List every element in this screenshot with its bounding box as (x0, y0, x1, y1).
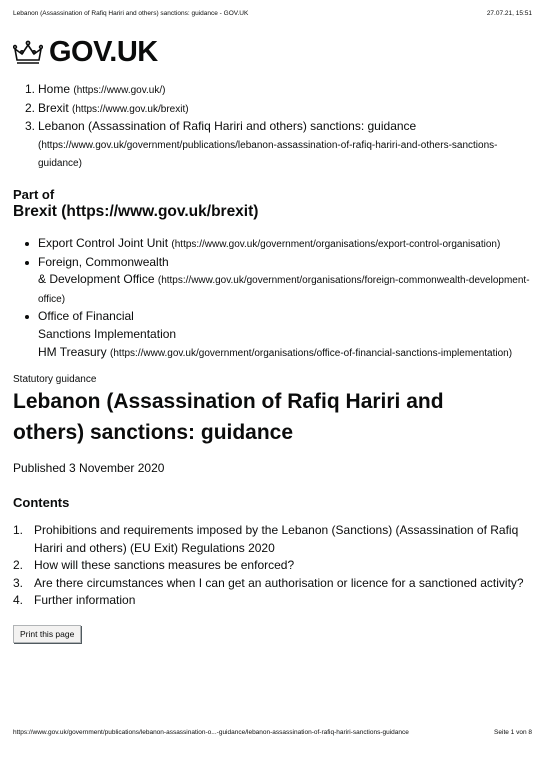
organisation-list (25, 235, 535, 362)
breadcrumb-brexit[interactable] (25, 100, 530, 119)
print-header-datetime: 27.07.21, 15:51 (486, 10, 532, 17)
contents-item-text[interactable]: Are there circumstances when I can get an authorisation or licence for a sanctioned activity? (34, 575, 524, 590)
organisation-url: (https://www.gov.uk/government/organisations/foreign-commonwealth-development-office) (38, 275, 530, 305)
organisation-name[interactable]: Sanctions Implementation (38, 326, 177, 341)
breadcrumb-home[interactable] (25, 81, 530, 100)
print-header-title: Lebanon (Assassination of Rafiq Hariri and others) sanctions: guidance - GOV.UK (13, 10, 249, 17)
contents-item[interactable] (13, 522, 528, 557)
print-footer (13, 729, 532, 736)
organisation-name[interactable]: HM Treasury (38, 344, 107, 359)
breadcrumb-url: (https://www.gov.uk/) (73, 85, 166, 96)
contents-list (13, 522, 528, 610)
print-header (13, 10, 532, 17)
govuk-logo[interactable] (13, 36, 158, 69)
organisation-name[interactable]: & Development Office (38, 272, 155, 287)
organisation-item[interactable] (25, 235, 535, 254)
breadcrumb-current[interactable] (25, 118, 530, 173)
contents-item-text[interactable]: Further information (34, 593, 136, 608)
breadcrumb-url: (https://www.gov.uk/brexit) (72, 103, 189, 115)
print-footer-page: Seite 1 von 8 (494, 729, 532, 736)
breadcrumb-label[interactable]: Lebanon (Assassination of Rafiq Hariri and others) sanctions: guidance (38, 119, 417, 134)
published-date: Published 3 November 2020 (13, 461, 165, 475)
organisation-name[interactable]: Foreign, Commonwealth (38, 254, 169, 269)
contents-item-text[interactable]: How will these sanctions measures be enforced? (34, 558, 295, 573)
organisation-url: (https://www.gov.uk/government/organisations/export-control-organisation) (171, 239, 501, 250)
organisation-name[interactable]: Office of Financial (38, 309, 134, 324)
part-of-brexit-link[interactable]: Brexit (https://www.gov.uk/brexit) (13, 203, 259, 220)
breadcrumb-label[interactable]: Home (38, 82, 71, 96)
contents-item[interactable] (13, 592, 528, 610)
print-page-button[interactable]: Print this page (13, 625, 81, 643)
breadcrumb-url: (https://www.gov.uk/government/publications/lebanon-assassination-of-rafiq-hariri-and-others-sanctions-guidance) (38, 139, 498, 170)
organisation-url: (https://www.gov.uk/government/organisations/office-of-financial-sanctions-implementation) (110, 347, 513, 359)
contents-item-text[interactable]: Prohibitions and requirements imposed by the Lebanon (Sanctions) (Assassination of Rafiq Hariri and others) (EU Exit) Regulations 2020 (34, 523, 519, 555)
contents-heading: Contents (13, 495, 70, 510)
breadcrumb (25, 81, 530, 173)
organisation-item[interactable] (25, 308, 535, 362)
page-title: Lebanon (Assassination of Rafiq Hariri and others) sanctions: guidance (13, 390, 444, 444)
crown-icon (13, 40, 43, 66)
print-footer-url: https://www.gov.uk/government/publications/lebanon-assassination-o...-guidance/lebanon-assassination-of-rafiq-hariri-sanctions-guidance (13, 729, 409, 736)
logo-text: GOV.UK (49, 36, 158, 68)
organisation-name[interactable]: Export Control Joint Unit (38, 236, 169, 250)
organisation-item[interactable] (25, 254, 535, 309)
breadcrumb-label[interactable]: Brexit (38, 100, 69, 115)
contents-item[interactable] (13, 575, 528, 593)
part-of-label: Part of (13, 187, 55, 202)
document-type: Statutory guidance (13, 374, 97, 385)
contents-item[interactable] (13, 557, 528, 575)
